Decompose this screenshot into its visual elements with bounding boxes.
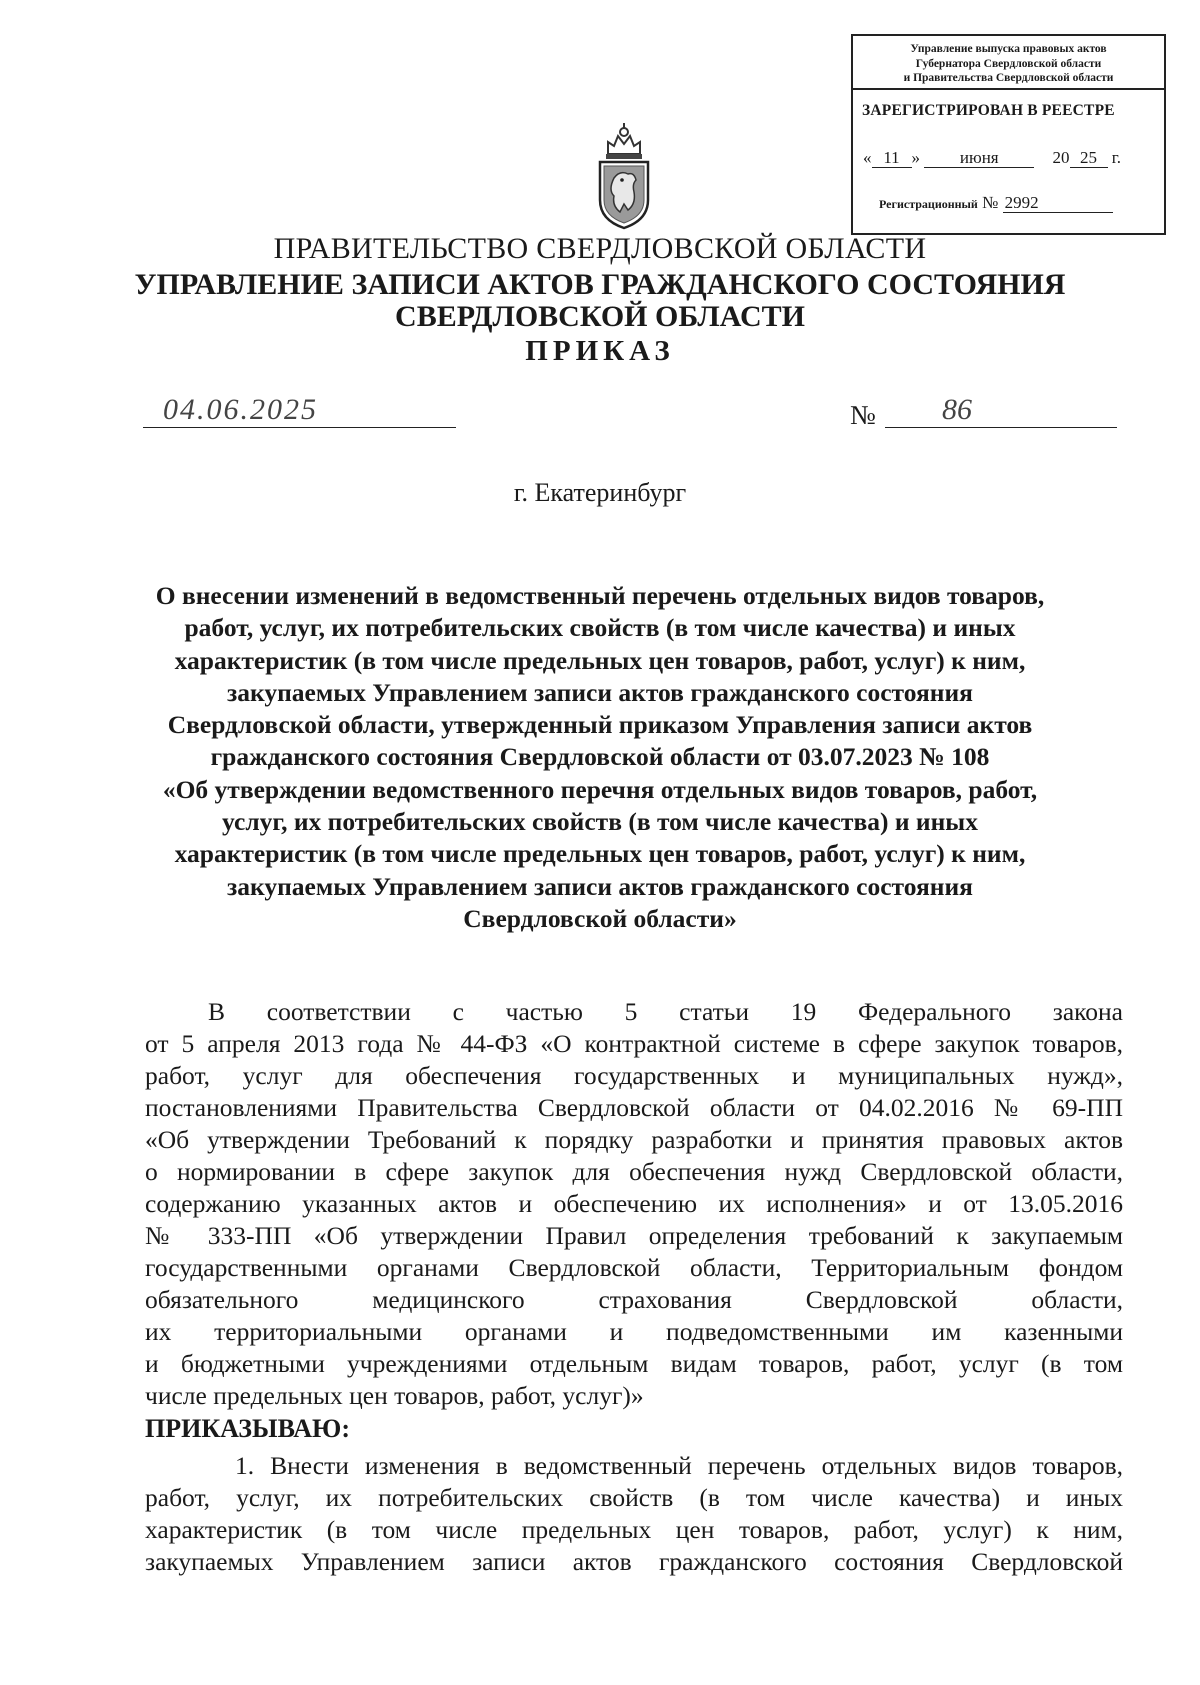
paragraph-line: о нормировании в сфере закупок для обеспечения нужд Свердловской области, (145, 1157, 1123, 1186)
paragraph-line: государственными органами Свердловской области, Территориальным фондом (145, 1253, 1123, 1282)
paragraph-line: обязательного медицинского страхования Свердловской области, (145, 1285, 1123, 1314)
order-date: 04.06.2025 (163, 393, 318, 426)
paragraph-line: работ, услуг для обеспечения государственных и муниципальных нужд», (145, 1061, 1123, 1090)
order-number-label: № (850, 400, 876, 430)
title-line: Свердловской области, утвержденный приказом Управления записи актов (167, 710, 1033, 740)
title-line: Свердловской области» (463, 903, 737, 933)
paragraph-line: «Об утверждении Требований к порядку разработки и принятия правовых актов (145, 1125, 1123, 1154)
title-line: услуг, их потребительских свойств (в том числе качества) и иных (222, 807, 978, 837)
document-title (0, 580, 1200, 935)
stamp-day: 11 (872, 149, 912, 168)
department-title: УПРАВЛЕНИЕ ЗАПИСИ АКТОВ ГРАЖДАНСКОГО СОСТОЯНИЯ (134, 268, 1066, 301)
stamp-quote-open: « (863, 148, 872, 167)
stamp-year-suffix: 25 (1070, 149, 1108, 168)
stamp-reg-label: Регистрационный (879, 197, 978, 211)
stamp-registered-label: ЗАРЕГИСТРИРОВАН В РЕЕСТРЕ (862, 102, 1115, 119)
order-item-1 (145, 1450, 1123, 1578)
title-line: закупаемых Управлением записи актов гражданского состояния (227, 677, 973, 707)
stamp-date (863, 148, 1121, 168)
item-line: 1. Внести изменения в ведомственный перечень отдельных видов товаров, (235, 1451, 1123, 1480)
order-heading: ПРИКАЗЫВАЮ: (145, 1414, 350, 1443)
department-title: СВЕРДЛОВСКОЙ ОБЛАСТИ (395, 300, 805, 333)
registry-stamp (851, 34, 1166, 235)
date-underline (143, 427, 456, 428)
title-line: закупаемых Управлением записи актов гражданского состояния (227, 871, 973, 901)
order-number: 86 (942, 393, 972, 426)
item-line: работ, услуг, их потребительских свойств (в том числе качества) и иных (145, 1483, 1123, 1512)
title-line: «Об утверждении ведомственного перечня отдельных видов товаров, работ, (162, 774, 1038, 804)
stamp-year-prefix: 20 (1052, 148, 1070, 167)
paragraph-line: № 333-ПП «Об утверждении Правил определения требований к закупаемым (145, 1221, 1123, 1250)
stamp-org-line: Управление выпуска правовых актов (910, 43, 1107, 55)
title-line: О внесении изменений в ведомственный перечень отдельных видов товаров, (155, 581, 1045, 610)
item-line: характеристик (в том числе предельных цен товаров, работ, услуг) к ним, (145, 1515, 1123, 1544)
stamp-reg-value: 2992 (1003, 194, 1113, 213)
stamp-quote-close: » (911, 148, 920, 167)
government-title: ПРАВИТЕЛЬСТВО СВЕРДЛОВСКОЙ ОБЛАСТИ (273, 232, 927, 265)
paragraph-line: числе предельных цен товаров, работ, услуг)» (145, 1381, 644, 1410)
city: г. Екатеринбург (513, 478, 687, 507)
paragraph-line: содержанию указанных актов и обеспечению их исполнения» и от 13.05.2016 (145, 1189, 1123, 1218)
paragraph-line: их территориальными органами и подведомственными им казенными (145, 1317, 1123, 1346)
coat-of-arms-icon (594, 120, 654, 230)
stamp-header (853, 36, 1164, 90)
item-line: закупаемых Управлением записи актов гражданского состояния Свердловской (145, 1547, 1123, 1576)
preamble-paragraph (145, 996, 1123, 1412)
paragraph-line: и бюджетными учреждениями отдельным видам товаров, работ, услуг (в том (145, 1349, 1123, 1378)
stamp-org-line: Губернатора Свердловской области (915, 57, 1102, 70)
title-line: характеристик (в том числе предельных цен товаров, работ, услуг) к ним, (174, 645, 1026, 675)
document-type: ПРИКАЗ (525, 335, 675, 367)
paragraph-line: В соответствии с частью 5 статьи 19 Федерального закона (208, 997, 1123, 1026)
stamp-year-mark: г. (1111, 148, 1122, 167)
title-line: характеристик (в том числе предельных цен товаров, работ, услуг) к ним, (174, 839, 1026, 869)
stamp-num-sign: № (982, 193, 999, 212)
title-line: гражданского состояния Свердловской области от 03.07.2023 № 108 (210, 742, 990, 772)
stamp-reg-number (879, 193, 1113, 213)
paragraph-line: постановлениями Правительства Свердловской области от 04.02.2016 № 69-ПП (145, 1093, 1123, 1122)
stamp-org-line: и Правительства Свердловской области (903, 72, 1114, 84)
number-underline (885, 427, 1117, 428)
title-line: работ, услуг, их потребительских свойств (в том числе качества) и иных (184, 613, 1016, 643)
stamp-month: июня (924, 149, 1034, 168)
paragraph-line: от 5 апреля 2013 года № 44-ФЗ «О контрактной системе в сфере закупок товаров, (145, 1029, 1123, 1058)
